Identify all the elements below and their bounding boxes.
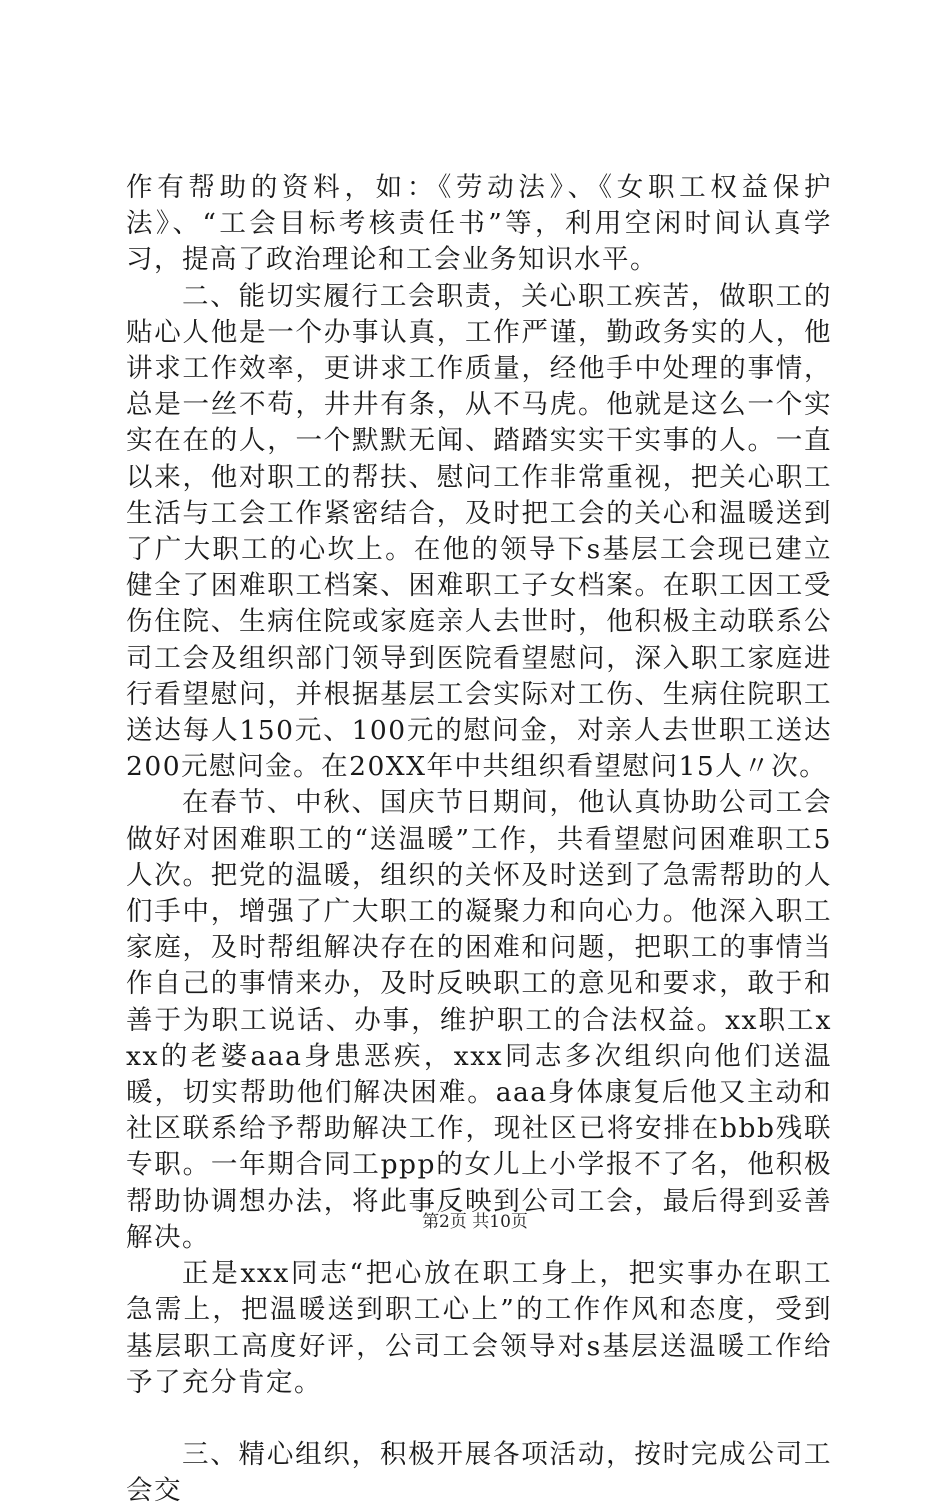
paragraph-holiday-care: 在春节、中秋、国庆节日期间，他认真协助公司工会做好对困难职工的“送温暖”工作，共看望慰问困难职工5人次。把党的温暖，组织的关怀及时送到了急需帮助的人们手中，增强了广大职工的凝聚力和向心力。他深入职工家庭，及时帮组解决存在的困难和问题，把职工的事情当作自己的事情来办，及时反映职工的意见和要求，敢于和善于为职工说话、办事，维护职工的合法权益。xx职工xxx的老婆aaa身患恶疾，xxx同志多次组织向他们送温暖，切实帮助他们解决困难。aaa身体康复后他又主动和社区联系给予帮助解决工作，现社区已将安排在bbb残联专职。一年期合同工ppp的女儿上小学报不了名，他积极帮助协调想办法，将此事反映到公司工会，最后得到妥善解决。: [126, 787, 832, 1253]
paragraph-continuation: 作有帮助的资料，如：《劳动法》、《女职工权益保护法》、“工会目标考核责任书”等，利用空闲时间认真学习，提高了政治理论和工会业务知识水平。: [126, 172, 832, 276]
paragraph-section-two: 二、能切实履行工会职责，关心职工疾苦，做职工的贴心人他是一个办事认真，工作严谨，勤政务实的人，他讲求工作效率，更讲求工作质量，经他手中处理的事情，总是一丝不苟，井井有条，从不马虎。他就是这么一个实实在在的人，一个默默无闻、踏踏实实干实事的人。一直以来，他对职工的帮扶、慰问工作非常重视，把关心职工生活与工会工作紧密结合，及时把工会的关心和温暖送到了广大职工的心坎上。在他的领导下s基层工会现已建立健全了困难职工档案、困难职工子女档案。在职工因工受伤住院、生病住院或家庭亲人去世时，他积极主动联系公司工会及组织部门领导到医院看望慰问，深入职工家庭进行看望慰问，并根据基层工会实际对工伤、生病住院职工送达每人150元、100元的慰问金，对亲人去世职工送达200元慰问金。在20XX年中共组织看望慰问15人〃次。: [126, 280, 832, 783]
page-number-footer: 第2页 共10页: [422, 1212, 528, 1232]
document-body: [126, 170, 832, 1509]
paragraph-evaluation: 正是xxx同志“把心放在职工身上，把实事办在职工急需上，把温暖送到职工心上”的工作作风和态度，受到基层职工高度好评，公司工会领导对s基层送温暖工作给予了充分肯定。: [126, 1258, 832, 1398]
paragraph-section-three: 三、精心组织，积极开展各项活动，按时完成公司工会交: [126, 1438, 832, 1507]
